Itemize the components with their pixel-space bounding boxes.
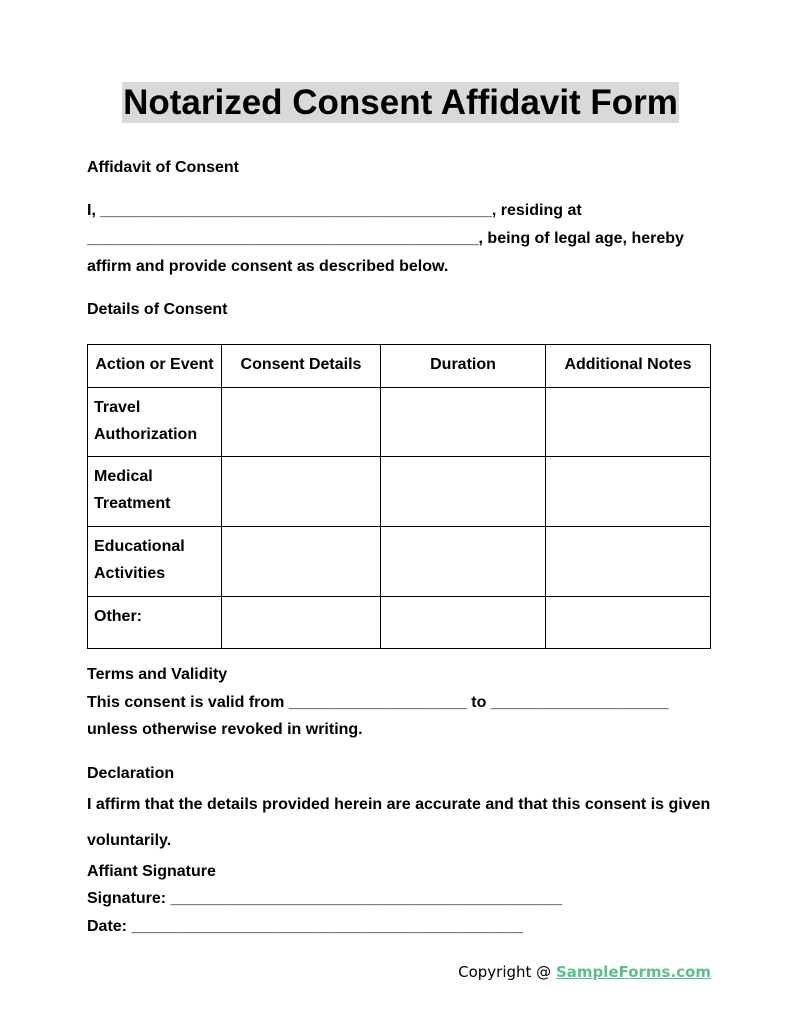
row-label: Educational Activities	[88, 527, 222, 597]
header-cell: Consent Details	[222, 345, 381, 388]
table-cell[interactable]	[381, 597, 546, 649]
table-cell[interactable]	[546, 388, 711, 457]
declaration-heading: Declaration	[87, 765, 175, 782]
table-row	[88, 388, 711, 457]
date-line: Date: ____________________________________________	[87, 918, 523, 935]
row-label: Travel Authorization	[88, 388, 222, 457]
table-cell[interactable]	[222, 527, 381, 597]
sampleforms-link[interactable]: SampleForms.com	[555, 963, 711, 981]
table-cell[interactable]	[381, 527, 546, 597]
details-heading: Details of Consent	[87, 301, 228, 318]
copyright-footer	[458, 963, 711, 981]
table-row	[88, 457, 711, 527]
table-cell[interactable]	[381, 457, 546, 527]
terms-heading: Terms and Validity	[87, 666, 228, 683]
affidavit-heading: Affidavit of Consent	[87, 159, 239, 176]
table-row	[88, 597, 711, 649]
signature-line: Signature: ____________________________________________	[87, 890, 563, 907]
affidavit-line-1: I, ____________________________________________, residing at	[87, 202, 582, 219]
table-cell[interactable]	[546, 527, 711, 597]
table-row	[88, 527, 711, 597]
row-label: Medical Treatment	[88, 457, 222, 527]
row-label: Other:	[88, 597, 222, 649]
table-cell[interactable]	[222, 388, 381, 457]
affidavit-line-3: affirm and provide consent as described below.	[87, 258, 449, 275]
page-title	[0, 82, 801, 123]
signature-heading: Affiant Signature	[87, 863, 216, 880]
table-cell[interactable]	[222, 457, 381, 527]
table-header-row	[88, 345, 711, 388]
consent-table	[87, 344, 711, 649]
table-cell[interactable]	[381, 388, 546, 457]
affidavit-line-2: ____________________________________________, being of legal age, hereby	[87, 230, 684, 247]
header-cell: Duration	[381, 345, 546, 388]
header-cell: Additional Notes	[546, 345, 711, 388]
table-cell[interactable]	[546, 597, 711, 649]
copyright-text: Copyright @	[458, 963, 556, 981]
table-cell[interactable]	[222, 597, 381, 649]
header-cell: Action or Event	[88, 345, 222, 388]
terms-line-2: unless otherwise revoked in writing.	[87, 721, 363, 738]
declaration-text: I affirm that the details provided herein are accurate and that this consent is given voluntarily.	[87, 796, 711, 849]
table-cell[interactable]	[546, 457, 711, 527]
title-text: Notarized Consent Affidavit Form	[123, 83, 678, 122]
terms-line-1: This consent is valid from ____________________ to ____________________	[87, 694, 669, 711]
